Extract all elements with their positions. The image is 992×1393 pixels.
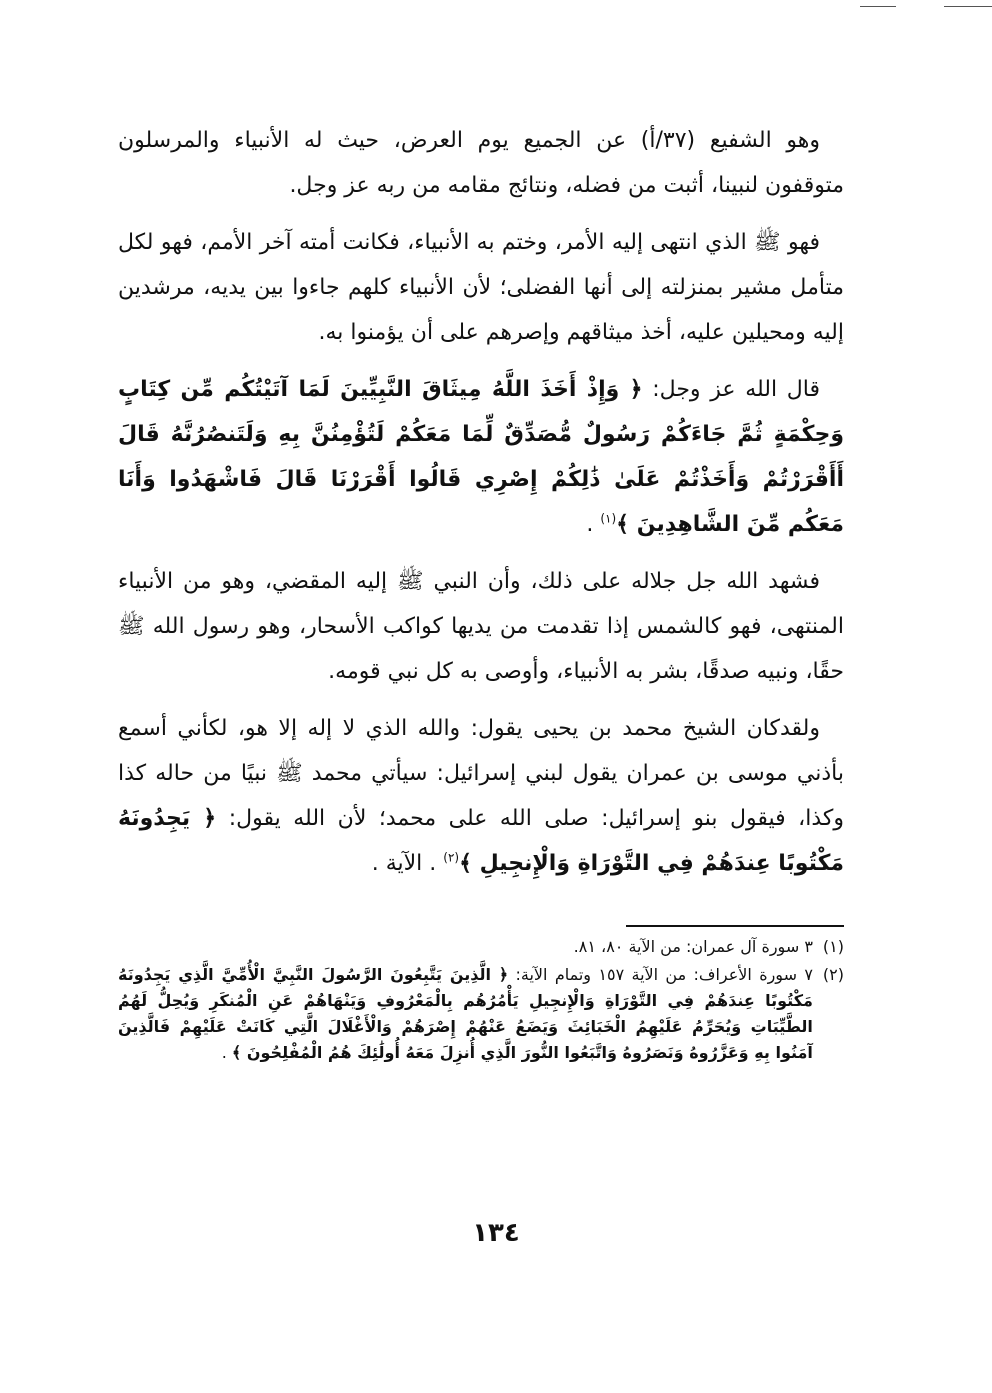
- scan-edge-mark: [860, 6, 896, 7]
- footnote-divider: [626, 925, 844, 927]
- paragraph-text: ولقدكان الشيخ محمد بن يحيى يقول: والله الذي لا إله إلا هو، لكأني أسمع بأذني موسى بن عمران يقول لبني إسرائيل: سيأتي محمد ﷺ نبيًا من حاله كذا وكذا، فيقول بنو إسرائيل: صلى الله على محمد؛ لأن الله يقول:: [118, 716, 844, 831]
- footnote-number: (١): [822, 937, 844, 956]
- footnote: [118, 962, 844, 1066]
- main-text: [118, 118, 844, 898]
- paragraph-text: وهو الشفيع (٣٧/أ) عن الجميع يوم العرض، حيث له الأنبياء والمرسلون متوقفون لنبينا، أثبت من فضله، ونتائج مقامه من ربه عز وجل.: [118, 128, 844, 198]
- scan-edge-mark: [944, 6, 992, 7]
- footnotes: [118, 934, 844, 1068]
- paragraph-text: فهو ﷺ الذي انتهى إليه الأمر، وختم به الأنبياء، فكانت أمته آخر الأمم، فهو لكل متأمل مشير بمنزلته إلى أنها الفضلى؛ لأن الأنبياء كلهم جاءوا بين يديه، مرشدين إليه ومحيلين عليه، أخذ ميثاقهم وإصرهم على أن يؤمنوا به.: [118, 230, 844, 345]
- page-number: ١٣٤: [472, 1218, 520, 1248]
- quran-verse: ﴿ يَجِدُونَهُ مَكْتُوبًا عِندَهُمْ فِي التَّوْرَاةِ وَالْإِنجِيلِ ﴾: [118, 806, 844, 876]
- footnote-text-part: ٣ سورة آل عمران: من الآية ٨٠، ٨١.: [573, 937, 813, 956]
- footnote-number: (٢): [822, 965, 844, 984]
- paragraph: [118, 367, 844, 547]
- footnote: [118, 934, 844, 960]
- quran-verse: ﴿ وَإِذْ أَخَذَ اللَّهُ مِيثَاقَ النَّبِيِّينَ لَمَا آتَيْتُكُم مِّن كِتَابٍ وَحِكْمَةٍ ثُمَّ جَاءَكُمْ رَسُولٌ مُّصَدِّقٌ لِّمَا مَعَكُمْ لَتُؤْمِنُنَّ بِهِ وَلَتَنصُرُنَّهُ قَالَ أَأَقْرَرْتُمْ وَأَخَذْتُمْ عَلَىٰ ذَٰلِكُمْ إِصْرِي قَالُوا أَقْرَرْنَا قَالَ فَاشْهَدُوا وَأَنَا مَعَكُم مِّنَ الشَّاهِدِينَ ﴾: [118, 377, 844, 537]
- footnote-text-part: .: [221, 1043, 232, 1062]
- paragraph: [118, 220, 844, 355]
- footnote-reference: (١): [600, 511, 617, 526]
- quran-verse: ﴿ الَّذِينَ يَتَّبِعُونَ الرَّسُولَ النَّبِيَّ الْأُمِّيَّ الَّذِي يَجِدُونَهُ مَكْتُوبًا عِندَهُمْ فِي التَّوْرَاةِ وَالْإِنجِيلِ يَأْمُرُهُم بِالْمَعْرُوفِ وَيَنْهَاهُمْ عَنِ الْمُنكَرِ وَيُحِلُّ لَهُمُ الطَّيِّبَاتِ وَيُحَرِّمُ عَلَيْهِمُ الْخَبَائِثَ وَيَضَعُ عَنْهُمْ إِصْرَهُمْ وَالْأَغْلَالَ الَّتِي كَانَتْ عَلَيْهِمْ فَالَّذِينَ آمَنُوا بِهِ وَعَزَّرُوهُ وَنَصَرُوهُ وَاتَّبَعُوا النُّورَ الَّذِي أُنزِلَ مَعَهُ أُولَٰئِكَ هُمُ الْمُفْلِحُونَ ﴾: [118, 965, 813, 1062]
- paragraph-text: قال الله عز وجل:: [642, 377, 821, 402]
- paragraph: [118, 118, 844, 208]
- paragraph-text: .: [586, 512, 601, 537]
- paragraph: [118, 706, 844, 886]
- footnote-text-part: ٧ سورة الأعراف: من الآية ١٥٧ وتمام الآية:: [508, 965, 813, 984]
- footnote-text: [118, 934, 813, 960]
- paragraph-text: فشهد الله جل جلاله على ذلك، وأن النبي ﷺ إليه المقضي، وهو من الأنبياء المنتهى، فهو كالشمس إذا تقدمت من يديها كواكب الأسحار، وهو رسول الله ﷺ حقًا، ونبيه صدقًا، بشر به الأنبياء، وأوصى به كل نبي قومه.: [118, 569, 844, 684]
- footnote-reference: (٢): [443, 850, 460, 865]
- paragraph: [118, 559, 844, 694]
- paragraph-text: . الآية .: [371, 851, 444, 876]
- footnote-text: [118, 962, 813, 1066]
